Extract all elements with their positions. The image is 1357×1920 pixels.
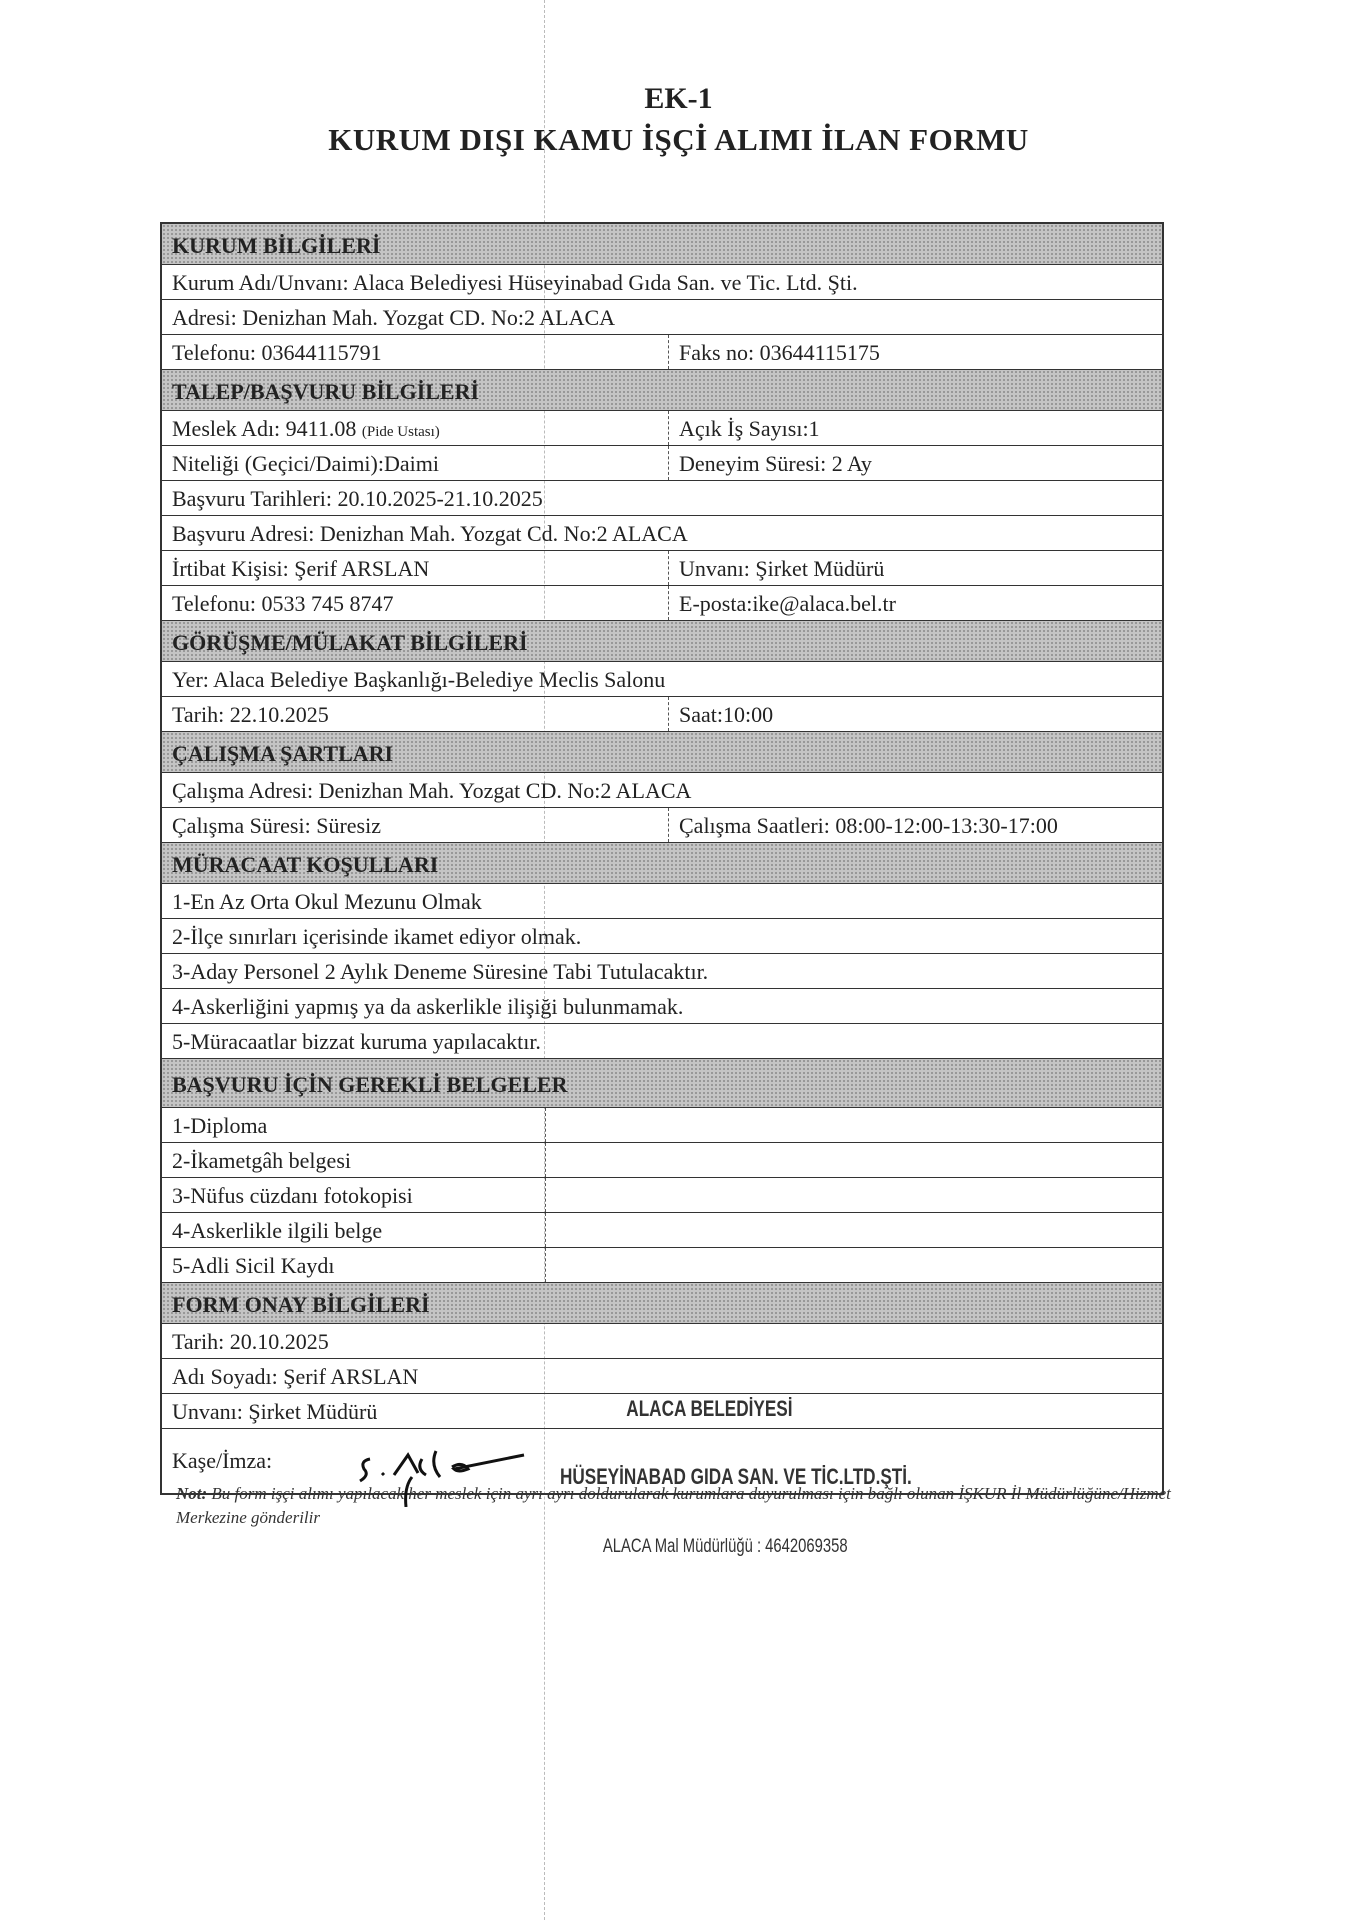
contact-person: İrtibat Kişisi: Şerif ARSLAN (162, 551, 669, 585)
form-row (162, 335, 1162, 370)
requirement-row: 4-Askerliğini yapmış ya da askerlikle ilişiği bulunmamak. (162, 989, 1162, 1024)
job-type: Niteliği (Geçici/Daimi):Daimi (162, 446, 669, 480)
form-row (162, 1324, 1162, 1359)
approval-date: Tarih: 20.10.2025 (172, 1329, 329, 1354)
approver-title: Unvanı: Şirket Müdürü (172, 1399, 378, 1424)
footnote: Not: Bu form işçi alımı yapılacak her meslek için ayrı ayrı doldurularak kurumlara duyurulması için bağlı olunan İŞKUR İl Müdürlüğüne/Hizmet Merkezine gönderilir (176, 1484, 1171, 1527)
document-row: 1-Diploma (162, 1108, 1162, 1143)
application-address: Başvuru Adresi: Denizhan Mah. Yozgat Cd. No:2 ALACA (172, 521, 688, 546)
form-row (162, 516, 1162, 551)
section-header-kurum: KURUM BİLGİLERİ (162, 224, 1162, 265)
form-row (162, 446, 1162, 481)
requirement-row: 5-Müracaatlar bizzat kuruma yapılacaktır. (162, 1024, 1162, 1059)
application-dates: Başvuru Tarihleri: 20.10.2025-21.10.2025 (172, 486, 543, 511)
work-address: Çalışma Adresi: Denizhan Mah. Yozgat CD. No:2 ALACA (172, 778, 692, 803)
form-row (162, 808, 1162, 843)
section-header-calisma: ÇALIŞMA ŞARTLARI (162, 732, 1162, 773)
form-row (162, 586, 1162, 621)
section-header-onay: FORM ONAY BİLGİLERİ (162, 1283, 1162, 1324)
form-row (162, 662, 1162, 697)
annex-label: EK-1 (644, 82, 713, 115)
open-positions: Açık İş Sayısı:1 (679, 416, 820, 441)
requirement-row: 3-Aday Personel 2 Aylık Deneme Süresine Tabi Tutulacaktır. (162, 954, 1162, 989)
document-row: 4-Askerlikle ilgili belge (162, 1213, 1162, 1248)
occupation-note: (Pide Ustası) (361, 424, 440, 440)
page-title: KURUM DIŞI KAMU İŞÇİ ALIMI İLAN FORMU (328, 122, 1029, 157)
form-row (162, 697, 1162, 732)
work-duration: Çalışma Süresi: Süresiz (162, 808, 669, 842)
section-header-talep: TALEP/BAŞVURU BİLGİLERİ (162, 370, 1162, 411)
work-hours: Çalışma Saatleri: 08:00-12:00-13:30-17:00 (679, 813, 1058, 838)
interview-location: Yer: Alaca Belediye Başkanlığı-Belediye Meclis Salonu (172, 667, 666, 692)
form-row (162, 411, 1162, 446)
approver-name: Adı Soyadı: Şerif ARSLAN (172, 1364, 419, 1389)
contact-title: Unvanı: Şirket Müdürü (679, 556, 885, 581)
institution-phone: Telefonu: 03644115791 (162, 335, 669, 369)
document-row: 5-Adli Sicil Kaydı (162, 1248, 1162, 1283)
form-row (162, 481, 1162, 516)
section-header-muracaat: MÜRACAAT KOŞULLARI (162, 843, 1162, 884)
interview-date: Tarih: 22.10.2025 (162, 697, 669, 731)
document-row: 2-İkametgâh belgesi (162, 1143, 1162, 1178)
institution-fax: Faks no: 03644115175 (679, 340, 880, 365)
form-row (162, 300, 1162, 335)
interview-time: Saat:10:00 (679, 702, 774, 727)
requirement-row: 1-En Az Orta Okul Mezunu Olmak (162, 884, 1162, 919)
section-header-belgeler: BAŞVURU İÇİN GEREKLİ BELGELER (162, 1059, 1162, 1108)
institution-name: Kurum Adı/Unvanı: Alaca Belediyesi Hüseyinabad Gıda San. ve Tic. Ltd. Şti. (172, 270, 858, 295)
stamp-signature-label: Kaşe/İmza: (172, 1448, 273, 1473)
requirement-row: 2-İlçe sınırları içerisinde ikamet ediyor olmak. (162, 919, 1162, 954)
document-row: 3-Nüfus cüzdanı fotokopisi (162, 1178, 1162, 1213)
occupation: Meslek Adı: 9411.08 (Pide Ustası) (162, 411, 669, 445)
company-stamp: ALACA BELEDİYESİ HÜSEYİNABAD GIDA SAN. VE TİC.LTD.ŞTİ. ALACA Mal Müdürlüğü : 4642069358 (560, 1396, 912, 1557)
form-row (162, 265, 1162, 300)
section-header-gorusme: GÖRÜŞME/MÜLAKAT BİLGİLERİ (162, 621, 1162, 662)
contact-email: E-posta:ike@alaca.bel.tr (679, 591, 896, 616)
form-row (162, 551, 1162, 586)
institution-address: Adresi: Denizhan Mah. Yozgat CD. No:2 ALACA (172, 305, 616, 330)
experience: Deneyim Süresi: 2 Ay (679, 451, 872, 476)
contact-phone: Telefonu: 0533 745 8747 (162, 586, 669, 620)
form-row (162, 773, 1162, 808)
